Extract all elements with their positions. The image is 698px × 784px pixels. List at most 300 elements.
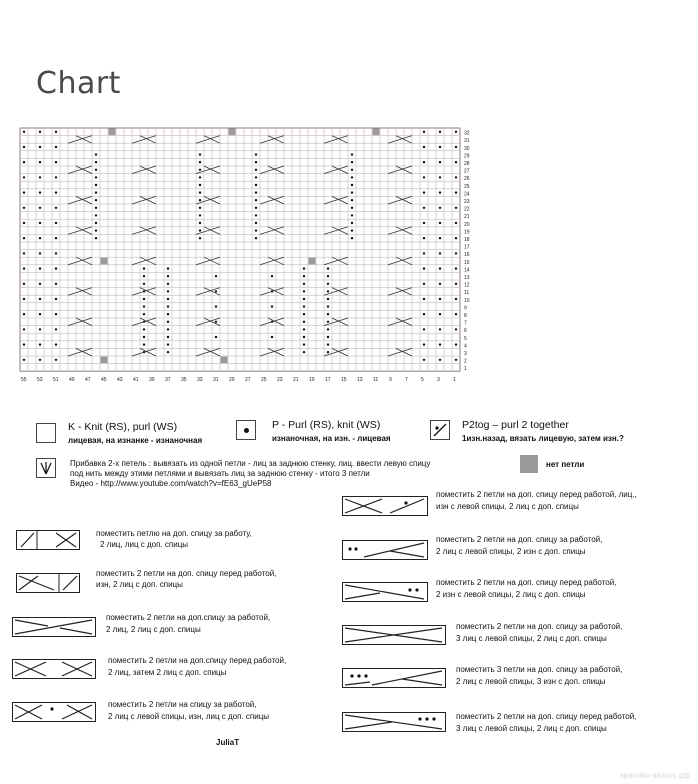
purl-stitch-dot [255, 237, 257, 239]
purl-stitch-dot [455, 146, 457, 148]
purl-stitch-dot [167, 336, 169, 338]
purl-stitch-dot [39, 328, 41, 330]
purl-stitch-dot [303, 343, 305, 345]
column-number-label: 37 [165, 377, 171, 384]
purl-stitch-dot [39, 237, 41, 239]
column-number-label: 1 [453, 377, 456, 384]
purl-stitch-dot [23, 207, 25, 209]
column-number-label: 5 [421, 377, 424, 384]
purl-stitch-dot [439, 343, 441, 345]
purl-stitch-dot [455, 343, 457, 345]
column-number-label: 23 [277, 377, 283, 384]
purl-stitch-dot [95, 153, 97, 155]
column-number-label: 17 [325, 377, 331, 384]
legend-purl-en: P - Purl (RS), knit (WS) [272, 419, 381, 431]
purl-stitch-dot [143, 283, 145, 285]
purl-stitch-dot [167, 290, 169, 292]
purl-stitch-dot [167, 321, 169, 323]
purl-stitch-dot [143, 313, 145, 315]
column-number-label: 55 [21, 377, 27, 384]
purl-stitch-dot [23, 283, 25, 285]
row-number-label: 1 [464, 366, 467, 373]
purl-stitch-dot [271, 305, 273, 307]
row-number-label: 28 [464, 161, 470, 167]
purl-stitch-dot [95, 169, 97, 171]
cable-left-4-line1: поместить 2 петли на доп.спицу перед работой, [108, 656, 287, 665]
row-number-label: 5 [464, 335, 467, 342]
row-number-label: 17 [464, 244, 470, 251]
purl-stitch-dot [439, 328, 441, 330]
purl-stitch-dot [423, 267, 425, 269]
purl-stitch-dot [351, 176, 353, 178]
purl-stitch-dot [39, 176, 41, 178]
row-number-label: 13 [464, 275, 470, 281]
purl-stitch-dot [215, 321, 217, 323]
row-number-label: 18 [464, 237, 470, 243]
purl-stitch-dot [39, 146, 41, 148]
purl-stitch-dot [255, 214, 257, 216]
purl-stitch-dot [23, 267, 25, 269]
purl-stitch-dot [39, 191, 41, 193]
purl-stitch-dot [95, 229, 97, 231]
purl-stitch-dot [39, 359, 41, 361]
purl-stitch-dot [143, 267, 145, 269]
purl-stitch-dot [455, 191, 457, 193]
column-number-label: 45 [101, 377, 107, 384]
cable-right-1-icon [342, 496, 428, 516]
column-number-label: 3 [437, 377, 440, 384]
purl-stitch-dot [215, 305, 217, 307]
purl-stitch-dot [423, 359, 425, 361]
purl-stitch-dot [255, 153, 257, 155]
no-stitch-cell [109, 129, 116, 136]
column-number-label: 47 [85, 377, 91, 384]
purl-stitch-dot [199, 237, 201, 239]
purl-stitch-dot [167, 298, 169, 300]
purl-stitch-dot [23, 146, 25, 148]
column-number-label: 31 [213, 377, 219, 384]
p2tog-symbol-box [430, 420, 450, 440]
purl-stitch-dot [55, 222, 57, 224]
legend-p2tog-en: P2tog – purl 2 together [462, 419, 569, 431]
column-number-label: 21 [293, 377, 299, 384]
legend-increase-line1: Прибавка 2-х петель : вывязать из одной петли - лиц за заднюю стенку, лиц. ввести левую спицу [70, 459, 431, 468]
purl-stitch-dot [455, 267, 457, 269]
cable-right-3-line2: 2 изн с левой спицы, 2 лиц с доп. спицы [436, 590, 586, 599]
purl-stitch-dot [95, 191, 97, 193]
no-stitch-swatch [520, 455, 538, 473]
purl-stitch-dot [439, 146, 441, 148]
row-number-label: 3 [464, 351, 467, 357]
purl-stitch-dot [23, 176, 25, 178]
purl-stitch-dot [55, 176, 57, 178]
purl-stitch-dot [39, 313, 41, 315]
purl-stitch-dot [423, 191, 425, 193]
purl-stitch-dot [55, 191, 57, 193]
purl-stitch-dot [455, 359, 457, 361]
row-number-label: 23 [464, 199, 470, 205]
purl-stitch-dot [167, 267, 169, 269]
purl-stitch-dot [455, 313, 457, 315]
column-number-label: 15 [341, 377, 347, 384]
cable-left-3-line2: 2 лиц, 2 лиц с доп. спицы [106, 625, 201, 634]
purl-stitch-dot [167, 275, 169, 277]
purl-stitch-dot [143, 298, 145, 300]
purl-stitch-dot [199, 161, 201, 163]
purl-stitch-dot [439, 252, 441, 254]
purl-stitch-dot [95, 161, 97, 163]
purl-stitch-dot [439, 359, 441, 361]
purl-stitch-dot [423, 328, 425, 330]
row-number-label: 27 [464, 168, 470, 175]
purl-stitch-dot [455, 252, 457, 254]
column-number-label: 13 [357, 377, 363, 384]
cable-right-4-line1: поместить 2 петли на доп. спицу за работой, [456, 622, 623, 631]
purl-stitch-dot [351, 184, 353, 186]
purl-stitch-dot [303, 313, 305, 315]
purl-stitch-dot [351, 214, 353, 216]
purl-stitch-dot [23, 237, 25, 239]
column-number-label: 27 [245, 377, 251, 384]
purl-stitch-dot [439, 222, 441, 224]
purl-stitch-dot [303, 283, 305, 285]
column-number-label: 35 [181, 377, 187, 384]
legend-purl-ru: изнаночная, на изн. - лицевая [272, 434, 391, 443]
cable-right-6-icon [342, 712, 446, 732]
purl-stitch-dot [55, 328, 57, 330]
row-number-label: 15 [464, 259, 470, 266]
no-stitch-cell [373, 129, 380, 136]
purl-stitch-dot [423, 313, 425, 315]
purl-stitch-dot [215, 336, 217, 338]
purl-stitch-dot [199, 229, 201, 231]
no-stitch-cell [229, 129, 236, 136]
row-number-label: 29 [464, 153, 470, 160]
purl-stitch-dot [455, 237, 457, 239]
purl-stitch-dot [423, 298, 425, 300]
purl-stitch-dot [455, 131, 457, 133]
purl-stitch-dot [423, 161, 425, 163]
purl-stitch-dot [23, 131, 25, 133]
purl-stitch-dot [55, 343, 57, 345]
purl-stitch-dot [95, 184, 97, 186]
column-number-label: 19 [309, 377, 315, 384]
purl-stitch-dot [255, 176, 257, 178]
column-number-label: 49 [69, 377, 75, 384]
purl-stitch-dot [455, 283, 457, 285]
purl-stitch-dot [23, 161, 25, 163]
legend-knit-ru: лицевая, на изнанке - изнаночная [68, 436, 203, 445]
row-number-label: 21 [464, 214, 470, 221]
purl-stitch-dot [439, 267, 441, 269]
purl-dot-icon [244, 428, 249, 433]
purl-stitch-dot [351, 161, 353, 163]
purl-stitch-dot [439, 298, 441, 300]
cable-right-3-icon [342, 582, 428, 602]
page-title: Chart [36, 66, 121, 101]
purl-stitch-dot [95, 199, 97, 201]
no-stitch-cell [221, 357, 228, 364]
cable-2over2-purl-back-icon [12, 702, 96, 722]
column-number-label: 53 [37, 377, 43, 384]
purl-stitch-dot [167, 313, 169, 315]
cable-left-1-line2: 2 лиц, лиц с доп. спицы [100, 540, 189, 549]
purl-stitch-dot [199, 207, 201, 209]
purl-stitch-dot [167, 283, 169, 285]
purl-stitch-dot [167, 305, 169, 307]
purl-stitch-dot [55, 298, 57, 300]
purl-stitch-dot [255, 207, 257, 209]
purl-stitch-dot [199, 153, 201, 155]
cable-left-3-line1: поместить 2 петли на доп.спицу за работой, [106, 613, 271, 622]
purl-stitch-dot [255, 199, 257, 201]
purl-stitch-dot [55, 359, 57, 361]
purl-stitch-dot [55, 146, 57, 148]
cable-right-3-line1: поместить 2 петли на доп. спицу перед работой, [436, 578, 617, 587]
purl-stitch-dot [271, 275, 273, 277]
cable-right-1-line1: поместить 2 петли на доп. спицу перед работой, лиц., [436, 490, 637, 499]
purl-stitch-dot [23, 252, 25, 254]
cable-left-4-line2: 2 лиц, затем 2 лиц с доп. спицы [108, 668, 227, 677]
row-number-label: 7 [464, 320, 467, 327]
purl-stitch-dot [327, 321, 329, 323]
purl-stitch-dot [439, 313, 441, 315]
legend-increase-video-link[interactable]: Видео - http://www.youtube.com/watch?v=fE63_gUeP58 [70, 479, 272, 488]
purl-stitch-dot [39, 298, 41, 300]
row-number-label: 8 [464, 313, 467, 319]
legend-no-stitch: нет петли [546, 460, 585, 469]
row-number-label: 19 [464, 229, 470, 236]
column-number-label: 7 [405, 377, 408, 384]
purl-stitch-dot [423, 283, 425, 285]
purl-stitch-dot [351, 199, 353, 201]
p2tog-slash-icon [431, 421, 449, 439]
purl-stitch-dot [23, 343, 25, 345]
purl-stitch-dot [199, 176, 201, 178]
cable-right-5-line1: поместить 3 петли на доп. спицу за работой, [456, 665, 623, 674]
purl-stitch-dot [199, 191, 201, 193]
no-stitch-cell [309, 258, 316, 265]
purl-stitch-dot [143, 328, 145, 330]
purl-stitch-dot [423, 207, 425, 209]
increase-symbol-box [36, 458, 56, 478]
cable-left-2-line2: изн, 2 лиц с доп. спицы [96, 580, 183, 589]
purl-stitch-dot [327, 290, 329, 292]
cable-right-2-line2: 2 лиц с левой спицы, 2 изн с доп. спицы [436, 547, 586, 556]
purl-stitch-dot [199, 214, 201, 216]
purl-stitch-dot [351, 229, 353, 231]
cable-right-5-icon [342, 668, 446, 688]
purl-stitch-dot [455, 328, 457, 330]
purl-stitch-dot [327, 283, 329, 285]
purl-stitch-dot [303, 321, 305, 323]
purl-stitch-dot [423, 131, 425, 133]
purl-stitch-dot [143, 275, 145, 277]
purl-stitch-dot [255, 191, 257, 193]
purl-stitch-dot [255, 222, 257, 224]
column-number-label: 25 [261, 377, 267, 384]
purl-stitch-dot [455, 161, 457, 163]
no-stitch-cell [101, 357, 108, 364]
column-number-label: 51 [53, 377, 59, 384]
row-number-label: 12 [464, 282, 470, 289]
purl-stitch-dot [167, 351, 169, 353]
row-number-label: 26 [464, 176, 470, 183]
cable-left-2-line1: поместить 2 петли на доп. спицу перед работой, [96, 569, 277, 578]
purl-stitch-dot [327, 336, 329, 338]
purl-stitch-dot [39, 252, 41, 254]
column-number-label: 39 [149, 377, 155, 384]
purl-stitch-dot [55, 267, 57, 269]
purl-stitch-dot [327, 351, 329, 353]
purl-stitch-dot [95, 222, 97, 224]
purl-stitch-dot [23, 298, 25, 300]
purl-stitch-dot [455, 298, 457, 300]
purl-stitch-dot [39, 222, 41, 224]
purl-stitch-dot [423, 176, 425, 178]
row-number-label: 25 [464, 183, 470, 190]
purl-stitch-dot [39, 131, 41, 133]
purl-stitch-dot [351, 207, 353, 209]
purl-stitch-dot [327, 343, 329, 345]
row-number-label: 31 [464, 138, 470, 145]
cable-left-5-line2: 2 лиц с левой спицы, изн, лиц с доп. спицы [108, 712, 270, 721]
column-number-label: 41 [133, 377, 139, 384]
cable-right-2-icon [342, 540, 428, 560]
purl-stitch-dot [303, 336, 305, 338]
purl-stitch-dot [55, 207, 57, 209]
purl-stitch-dot [39, 283, 41, 285]
purl-stitch-dot [23, 191, 25, 193]
purl-stitch-dot [255, 184, 257, 186]
purl-stitch-dot [303, 351, 305, 353]
cable-left-1-line1: поместить петлю на доп. спицу за работу, [96, 529, 252, 538]
purl-stitch-dot [303, 298, 305, 300]
column-number-label: 11 [373, 377, 379, 384]
purl-stitch-dot [95, 237, 97, 239]
purl-stitch-dot [255, 229, 257, 231]
purl-stitch-dot [303, 275, 305, 277]
row-number-label: 11 [464, 290, 470, 297]
purl-stitch-dot [23, 359, 25, 361]
cable-1over2-back-icon [16, 530, 80, 550]
purl-stitch-dot [55, 283, 57, 285]
purl-stitch-dot [39, 267, 41, 269]
purl-stitch-dot [439, 191, 441, 193]
row-number-label: 4 [464, 343, 467, 350]
row-number-label: 22 [464, 206, 470, 213]
purl-stitch-dot [199, 199, 201, 201]
purl-stitch-dot [143, 305, 145, 307]
purl-stitch-dot [303, 305, 305, 307]
purl-stitch-dot [143, 343, 145, 345]
cable-right-6-line1: поместить 2 петли на доп. спицу перед работой, [456, 712, 637, 721]
row-number-label: 6 [464, 328, 467, 335]
purl-stitch-dot [199, 184, 201, 186]
purl-stitch-dot [55, 131, 57, 133]
legend-increase-line2: под нить между этими петлями и вывязать лиц за заднюю стенку - итого 3 петли [70, 469, 370, 478]
column-number-label: 33 [197, 377, 203, 384]
row-number-label: 10 [464, 297, 470, 304]
purl-stitch-dot [39, 343, 41, 345]
row-number-label: 9 [464, 305, 467, 312]
purl-stitch-dot [439, 237, 441, 239]
row-number-label: 20 [464, 221, 470, 228]
purl-stitch-dot [423, 237, 425, 239]
row-number-label: 2 [464, 358, 467, 365]
purl-stitch-dot [215, 275, 217, 277]
knit-symbol-box [36, 423, 56, 443]
cable-right-4-line2: 3 лиц с левой спицы, 2 лиц с доп. спицы [456, 634, 607, 643]
purl-stitch-dot [39, 161, 41, 163]
cable-2over2-front-icon [12, 659, 96, 679]
purl-stitch-dot [439, 283, 441, 285]
purl-stitch-dot [255, 169, 257, 171]
purl-stitch-dot [95, 214, 97, 216]
purl-stitch-dot [55, 161, 57, 163]
purl-stitch-dot [439, 131, 441, 133]
cable-right-6-line2: 3 лиц с левой спицы, 2 лиц с доп. спицы [456, 724, 607, 733]
purl-stitch-dot [271, 336, 273, 338]
purl-stitch-dot [423, 222, 425, 224]
purl-stitch-dot [143, 336, 145, 338]
purl-stitch-dot [327, 305, 329, 307]
purl-stitch-dot [167, 343, 169, 345]
column-number-label: 9 [389, 377, 392, 384]
purl-stitch-dot [439, 207, 441, 209]
purl-stitch-dot [23, 313, 25, 315]
no-stitch-cell [101, 258, 108, 265]
increase-fork-icon [37, 459, 55, 477]
column-number-label: 29 [229, 377, 235, 384]
purl-stitch-dot [303, 328, 305, 330]
purl-stitch-dot [199, 169, 201, 171]
purl-stitch-dot [303, 267, 305, 269]
purl-stitch-dot [327, 328, 329, 330]
row-number-label: 24 [464, 191, 470, 198]
purl-stitch-dot [95, 207, 97, 209]
cable-right-2-line1: поместить 2 петли на доп. спицу за работой, [436, 535, 603, 544]
knitting-chart [18, 126, 478, 396]
purl-stitch-dot [327, 313, 329, 315]
purl-symbol-box [236, 420, 256, 440]
purl-stitch-dot [167, 328, 169, 330]
purl-stitch-dot [199, 222, 201, 224]
purl-stitch-dot [327, 267, 329, 269]
purl-stitch-dot [303, 290, 305, 292]
purl-stitch-dot [327, 275, 329, 277]
cable-2over2-back-icon [12, 617, 96, 637]
legend-knit-en: K - Knit (RS), purl (WS) [68, 421, 178, 433]
cable-right-1-line2: изн с левой спицы, 2 лиц с доп. спицы [436, 502, 579, 511]
cable-2over1-front-icon [16, 573, 80, 593]
purl-stitch-dot [55, 237, 57, 239]
purl-stitch-dot [423, 343, 425, 345]
author-signature: JuliaT [216, 738, 240, 747]
purl-stitch-dot [23, 328, 25, 330]
purl-stitch-dot [439, 161, 441, 163]
row-number-label: 32 [464, 130, 470, 137]
purl-stitch-dot [351, 169, 353, 171]
cable-right-5-line2: 2 лиц с левой спицы, 3 изн с доп. спицы [456, 677, 606, 686]
cable-left-5-line1: поместить 2 петли на спицу за работой, [108, 700, 257, 709]
purl-stitch-dot [439, 176, 441, 178]
purl-stitch-dot [351, 153, 353, 155]
watermark: красиво-вязать.рф [620, 771, 690, 780]
purl-stitch-dot [455, 207, 457, 209]
cable-right-4-icon [342, 625, 446, 645]
purl-stitch-dot [327, 298, 329, 300]
